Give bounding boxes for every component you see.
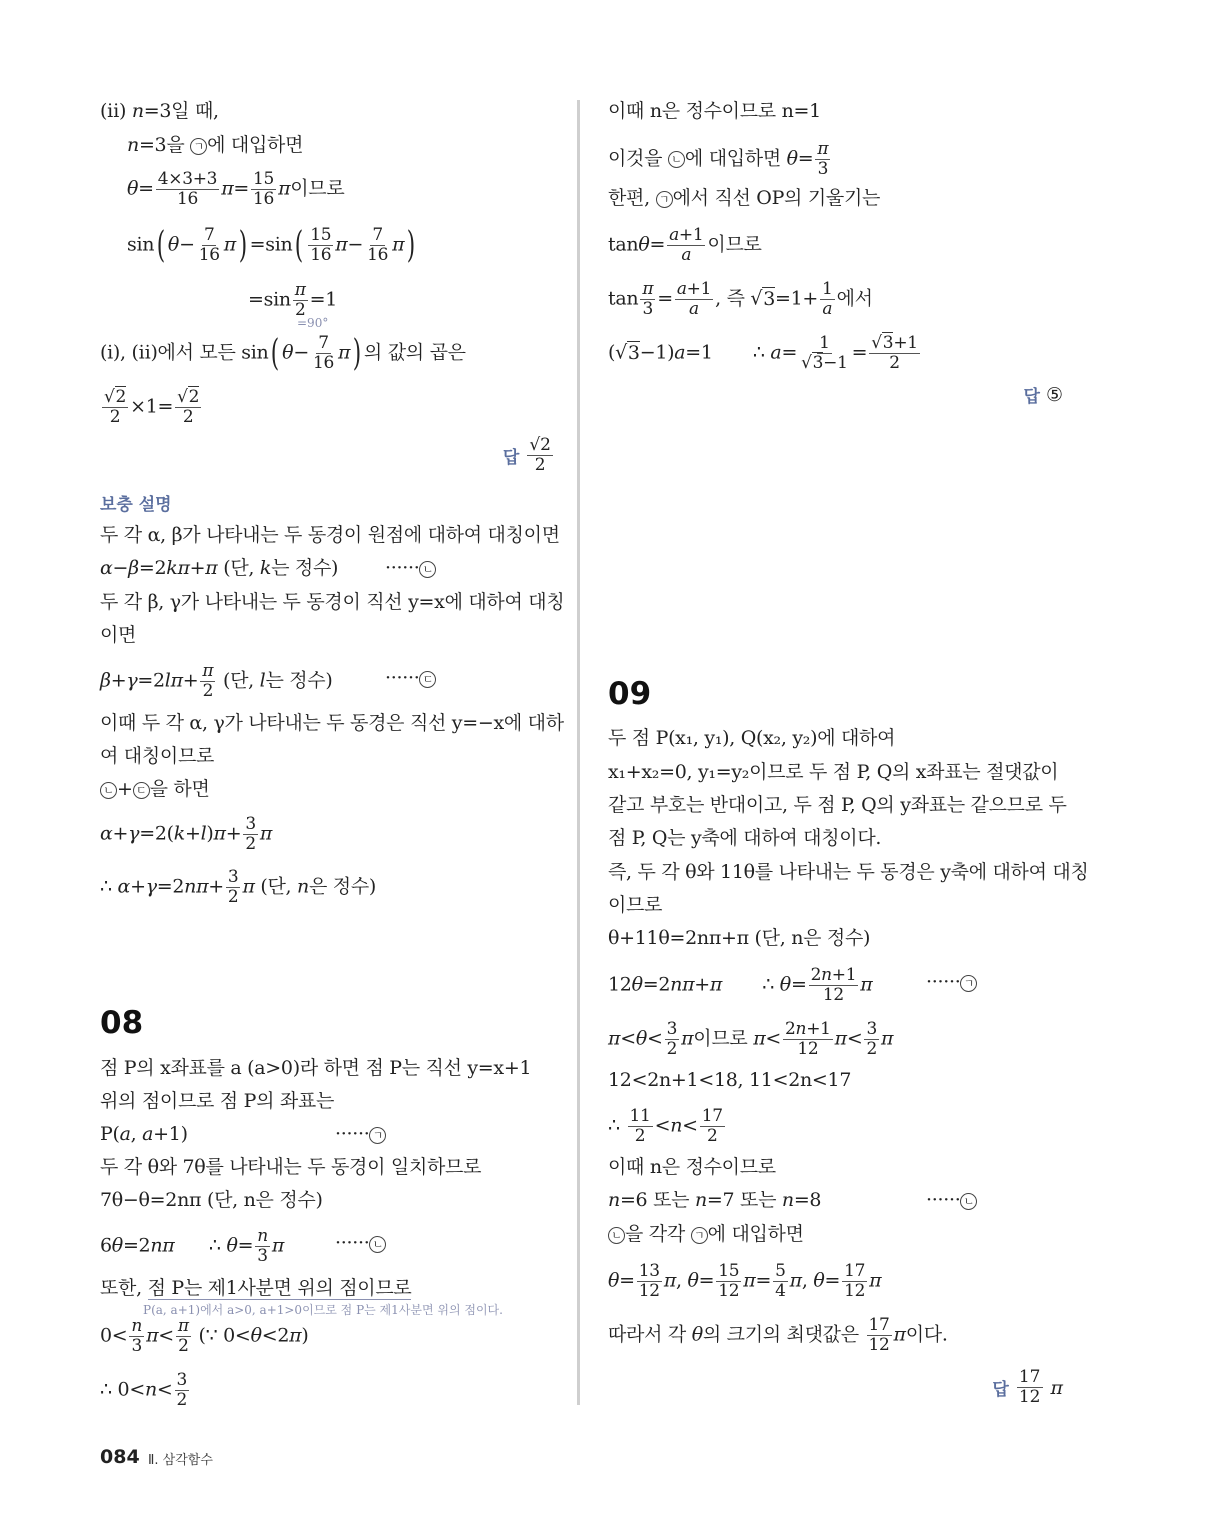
answer-09: 답 $\frac{17}{12}$ π — [992, 1367, 1063, 1407]
cont-08-line: tanθ= $\frac{a+1}{a}$ 이므로 — [608, 225, 762, 265]
supplement-line: 여 대칭이므로 — [100, 745, 215, 767]
marker-digeut-icon: ㄷ — [419, 671, 436, 688]
marker-giyeok-icon: ㄱ — [190, 138, 207, 155]
problem-08-line: ∴ 0<n< $\frac{3}{2}$ — [100, 1370, 188, 1410]
supplement-line: α+γ=2(k+l)π+ $\frac{3}{2}$ π — [100, 814, 273, 854]
problem-09-line: 따라서 각 θ의 크기의 최댓값은 $\frac{17}{12}$ π이다. — [608, 1315, 948, 1355]
case-ii-substitute: n=3을 ㄱ 에 대입하면 — [127, 134, 304, 156]
problem-09-number: 09 — [608, 676, 652, 712]
product-result: $\frac{√2}{2}$ ×1= $\frac{√2}{2}$ — [104, 387, 200, 427]
problem-08-line: 7θ−θ=2nπ (단, n은 정수) — [100, 1189, 323, 1211]
cont-08-line: (√3−1)a=1 ∴ a= $\frac{1}{√3-1}$ = $\frac{√3+1}{2}$ — [608, 333, 918, 373]
supplement-line: 이때 두 각 α, γ가 나타내는 두 동경은 직선 y=−x에 대하 — [100, 712, 564, 734]
case-ii-sin-eq: sin( θ− $\frac{7}{16}$ π) =sin( $\frac{15}{16}$ π− $\frac{7}{16}$ π) — [127, 224, 416, 266]
degree-note: =90° — [297, 316, 329, 330]
problem-08-line: 두 각 θ와 7θ를 나타내는 두 동경이 일치하므로 — [100, 1156, 482, 1178]
answer-08: 답 ⑤ — [1023, 383, 1063, 407]
problem-08-line: 6θ=2nπ ∴ θ= $\frac{n}{3}$ π ······ ㄴ — [100, 1227, 284, 1266]
supplement-line: 두 각 α, β가 나타내는 두 동경이 원점에 대하여 대칭이면 — [100, 524, 560, 546]
product-intro: (ⅰ), (ⅱ)에서 모든 sin( θ− $\frac{7}{16}$ π) 의 값의 곱은 — [100, 332, 466, 374]
cont-08-line: 이것을 ㄴ 에 대입하면 θ= $\frac{\pi}{3}$ — [608, 139, 829, 179]
supplement-line: ㄴ + ㄷ 을 하면 — [100, 777, 210, 801]
problem-09-line: 같고 부호는 반대이고, 두 점 P, Q의 y좌표는 같으므로 두 — [608, 794, 1067, 816]
problem-08-number: 08 — [100, 1005, 144, 1041]
quadrant-note: P(a, a+1)에서 a>0, a+1>0이므로 점 P는 제1사분면 위의 점이다. — [143, 1303, 503, 1317]
problem-08-line: P(a, a+1) ······ ㄱ — [100, 1122, 188, 1146]
case-ii-heading: (ⅱ) n=3일 때, — [100, 100, 219, 122]
problem-09-line: n=6 또는 n=7 또는 n=8 ······ ㄴ — [608, 1188, 821, 1212]
problem-09-line: 점 P, Q는 y축에 대하여 대칭이다. — [608, 827, 882, 849]
supplement-line: ∴ α+γ=2nπ+ $\frac{3}{2}$ π (단, n은 정수) — [100, 867, 376, 907]
supplement-line: α−β=2kπ+π (단, k는 정수) ······ ㄴ — [100, 556, 338, 580]
problem-09-line: 12θ=2nπ+π ∴ θ= $\frac{2n+1}{12}$ π ······ ㄱ — [608, 966, 872, 1005]
problem-09-line: θ= $\frac{13}{12}$ π, θ= $\frac{15}{12}$ π= $\frac{5}{4}$ π, θ= $\frac{17}{12}$ π — [608, 1261, 882, 1301]
column-divider — [577, 100, 580, 1405]
supplement-line: β+γ=2lπ+ $\frac{\pi}{2}$ (단, l는 정수) ······ ㄷ — [100, 662, 332, 701]
problem-08-line: 위의 점이므로 점 P의 좌표는 — [100, 1090, 335, 1112]
problem-09-line: ∴ $\frac{11}{2}$ <n< $\frac{17}{2}$ — [608, 1106, 723, 1146]
case-ii-result: =sin $\frac{\pi}{2}$ =1 — [248, 280, 338, 320]
problem-09-line: x₁+x₂=0, y₁=y₂이므로 두 점 P, Q의 x좌표는 절댓값이 — [608, 761, 1059, 783]
marker-nieun-icon: ㄴ — [419, 561, 436, 578]
chapter-title: Ⅱ. 삼각함수 — [148, 1453, 213, 1468]
problem-09-line: ㄴ 을 각각 ㄱ 에 대입하면 — [608, 1222, 804, 1246]
page-number: 084 — [100, 1446, 140, 1468]
problem-09-line: 두 점 P(x₁, y₁), Q(x₂, y₂)에 대하여 — [608, 727, 896, 749]
problem-09-line: 이때 n은 정수이므로 — [608, 1156, 776, 1178]
cont-08-line: 이때 n은 정수이므로 n=1 — [608, 100, 821, 122]
problem-09-line: θ+11θ=2nπ+π (단, n은 정수) — [608, 927, 871, 949]
problem-09-line: 즉, 두 각 θ와 11θ를 나타내는 두 동경은 y축에 대하여 대칭 — [608, 861, 1089, 883]
problem-09-line: π<θ< $\frac{3}{2}$ π이므로 π< $\frac{2n+1}{12}$ π< $\frac{3}{2}$ π — [608, 1019, 894, 1059]
cont-08-line: tan $\frac{\pi}{3}$ = $\frac{a+1}{a}$ , 즉 √3=1+ $\frac{1}{a}$ 에서 — [608, 279, 873, 319]
problem-09-line: 12<2n+1<18, 11<2n<17 — [608, 1069, 852, 1091]
supplement-line: 두 각 β, γ가 나타내는 두 동경이 직선 y=x에 대하여 대칭 — [100, 591, 565, 613]
supplement-title: 보충 설명 — [100, 495, 172, 515]
cont-08-line: 한편, ㄱ 에서 직선 OP의 기울기는 — [608, 187, 881, 209]
problem-09-line: 이므로 — [608, 894, 663, 916]
problem-08-line: 또한, 점 P는 제1사분면 위의 점이므로 — [100, 1277, 412, 1299]
case-ii-theta: θ= $\frac{4\times 3+3}{16}$ π= $\frac{15}{16}$ π이므로 — [127, 169, 345, 209]
supplement-line: 이면 — [100, 624, 137, 646]
answer-07: 답 $\frac{√2}{2}$ — [502, 435, 551, 475]
problem-08-line: 점 P의 x좌표를 a (a>0)라 하면 점 P는 직선 y=x+1 — [100, 1057, 532, 1079]
problem-08-line: 0< $\frac{n}{3}$ π< $\frac{\pi}{2}$ (∵ 0<θ<2π) — [100, 1316, 309, 1356]
